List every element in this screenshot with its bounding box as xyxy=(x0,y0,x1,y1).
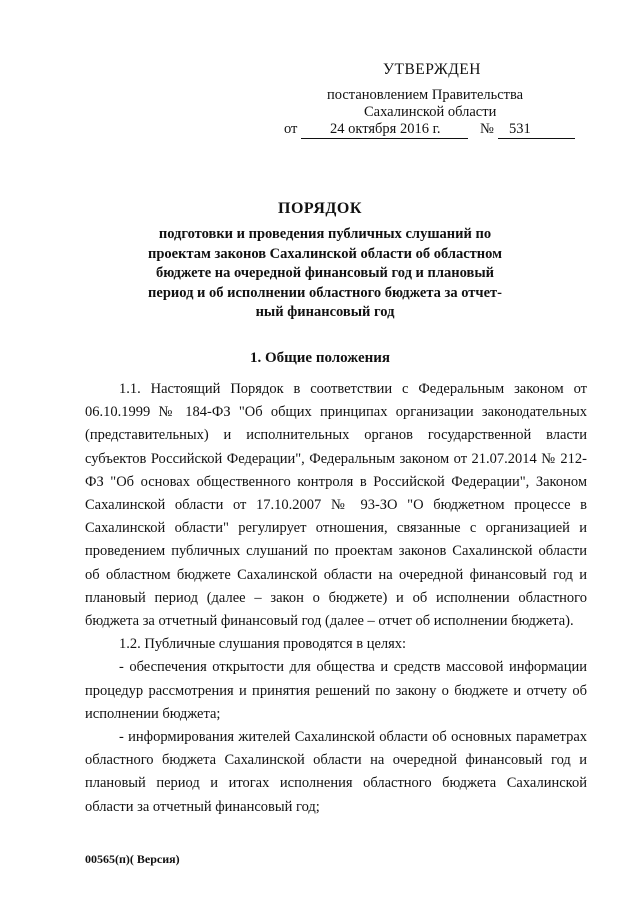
subtitle-line: период и об исполнении областного бюджета за отчет- xyxy=(148,284,502,301)
paragraph-1-2: 1.2. Публичные слушания проводятся в целях: xyxy=(119,636,407,653)
subtitle-line: проектам законов Сахалинской области об областном xyxy=(147,245,502,262)
document-body xyxy=(85,378,587,819)
paragraph-1-1: 1.1. Настоящий Порядок в соответствии с Федеральным законом от 06.10.1999 № 184-ФЗ "Об общих принципах организации законодательных (представительных) и исполнительных органов государственной власти субъектов Российской Федерации", Федеральным законом от 21.07.2014 № 212-ФЗ "Об основах общественного контроля в Российской Федерации", Законом Сахалинской области от 17.10.2007 № 93-ЗО "О бюджетном процессе в Сахалинской области" регулирует отношения, связанные с организацией и проведением публичных слушаний по проектам законов Сахалинской области об областном бюджете Сахалинской области на очередной финансовый год и плановый период (далее – закон о бюджете) и об исполнении областного бюджета за отчетный финансовый год (далее – отчет об исполнении бюджета). xyxy=(85,381,587,630)
document-title: ПОРЯДОК xyxy=(278,200,362,217)
number-underline xyxy=(498,138,575,139)
subtitle-line: ный финансовый год xyxy=(255,304,395,320)
approval-date: 24 октября 2016 г. xyxy=(330,121,441,137)
document-subtitle xyxy=(120,225,530,323)
date-underline xyxy=(301,138,468,139)
approval-title: УТВЕРЖДЕН xyxy=(383,61,481,78)
approval-number: 531 xyxy=(509,121,531,137)
approval-line-2: Сахалинской области xyxy=(364,104,497,120)
section-heading: 1. Общие положения xyxy=(249,350,391,366)
approval-from-label: от xyxy=(284,121,298,137)
approval-line-1: постановлением Правительства xyxy=(327,87,524,103)
footer-code: 00565(п)( Версия) xyxy=(85,852,180,866)
subtitle-line: подготовки и проведения публичных слушаний по xyxy=(158,226,492,242)
subtitle-line: бюджете на очередной финансовый год и плановый xyxy=(155,265,494,281)
bullet-openness: - обеспечения открытости для общества и средств массовой информации процедур рассмотрения и принятия решений по закону о бюджете и отчету об исполнении бюджета; xyxy=(85,659,587,722)
approval-number-label: № xyxy=(480,121,494,137)
bullet-informing: - информирования жителей Сахалинской области об основных параметрах областного бюджета Сахалинской области на очередной финансовый год и плановый период и итогах исполнения областного бюджета Сахалинской области за отчетный финансовый год; xyxy=(85,729,587,815)
